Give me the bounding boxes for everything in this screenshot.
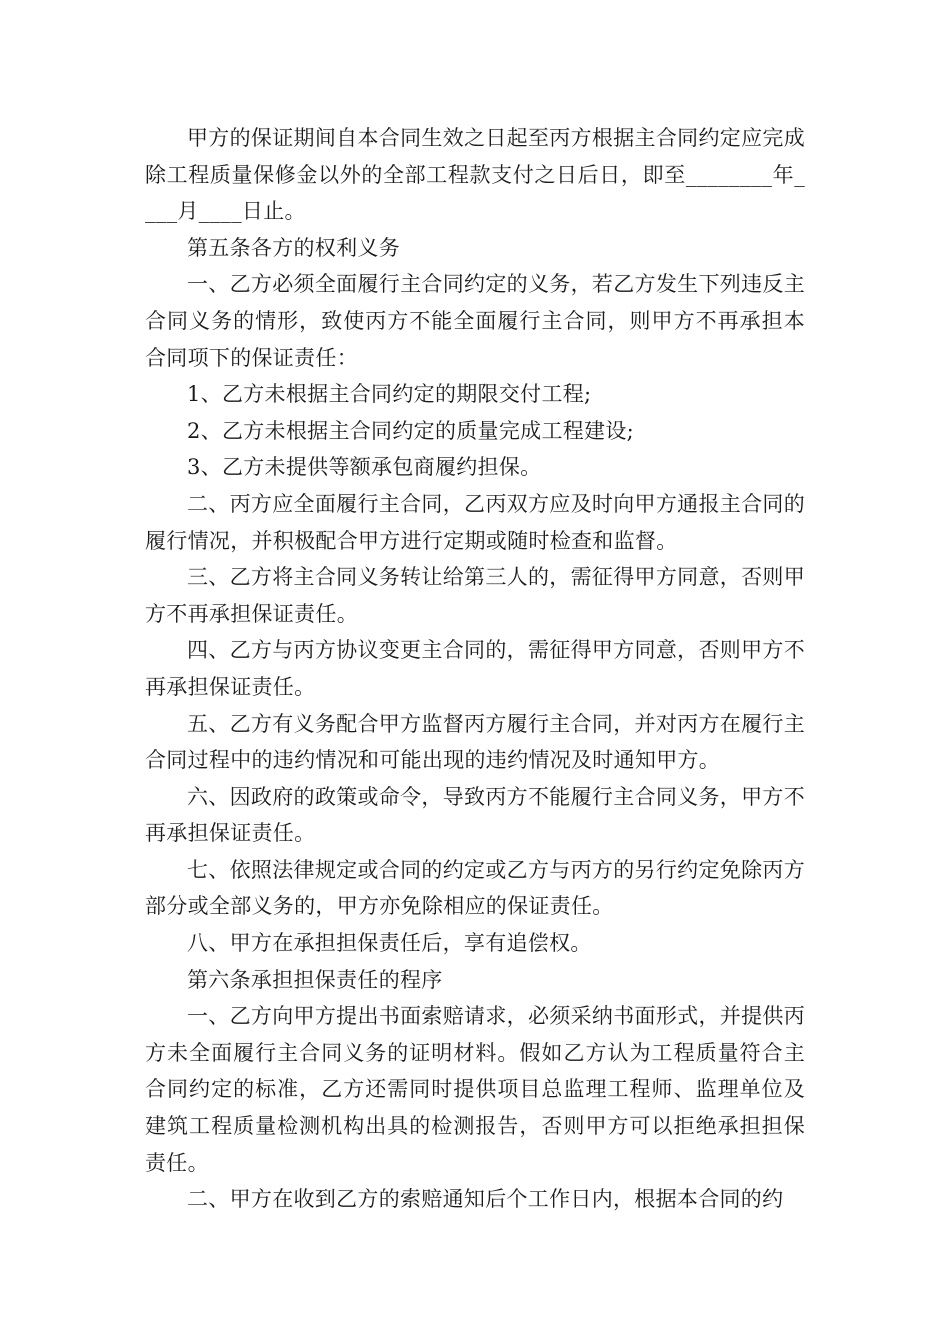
list-item-3: 3、乙方未提供等额承包商履约担保。 [187, 455, 542, 480]
paragraph-clause-5: 五、乙方有义务配合甲方监督丙方履行主合同，并对丙方在履行主合同过程中的违约情况和可能出现的违约情况及时通知甲方。 [145, 711, 805, 773]
list-item-1: 1、乙方未根据主合同约定的期限交付工程; [187, 382, 592, 407]
paragraph-clause-8: 八、甲方在承担担保责任后，享有追偿权。 [187, 931, 592, 956]
heading-article-6: 第六条承担担保责任的程序 [187, 967, 443, 992]
paragraph-clause-4: 四、乙方与丙方协议变更主合同的，需征得甲方同意，否则甲方不再承担保证责任。 [145, 638, 805, 699]
paragraph-clause-2: 二、丙方应全面履行主合同，乙丙双方应及时向甲方通报主合同的履行情况，并积极配合甲方进行定期或随时检查和监督。 [145, 491, 805, 553]
paragraph-procedure-1: 一、乙方向甲方提出书面索赔请求，必须采纳书面形式，并提供丙方未全面履行主合同义务的证明材料。假如乙方认为工程质量符合主合同约定的标准，乙方还需同时提供项目总监理工程师、监理单位及建筑工程质量检测机构出具的检测报告，否则甲方可以拒绝承担担保责任。 [145, 1004, 805, 1175]
paragraph-clause-7: 七、依照法律规定或合同的约定或乙方与丙方的另行约定免除丙方部分或全部义务的，甲方亦免除相应的保证责任。 [145, 857, 805, 919]
paragraph-guarantee-period: 甲方的保证期间自本合同生效之日起至丙方根据主合同约定应完成除工程质量保修金以外的全部工程款支付之日后日，即至________年____月____日止。 [145, 126, 805, 224]
paragraph-clause-6: 六、因政府的政策或命令，导致丙方不能履行主合同义务，甲方不再承担保证责任。 [145, 784, 805, 846]
list-item-2: 2、乙方未根据主合同约定的质量完成工程建设; [187, 418, 635, 443]
paragraph-clause-1: 一、乙方必须全面履行主合同约定的义务，若乙方发生下列违反主合同义务的情形，致使丙方不能全面履行主合同，则甲方不再承担本合同项下的保证责任： [145, 272, 805, 370]
paragraph-procedure-2: 二、甲方在收到乙方的索赔通知后个工作日内，根据本合同的约 [187, 1187, 784, 1212]
heading-article-5: 第五条各方的权利义务 [187, 235, 400, 260]
document-body [145, 120, 805, 1218]
paragraph-clause-3: 三、乙方将主合同义务转让给第三人的，需征得甲方同意，否则甲方不再承担保证责任。 [145, 565, 805, 626]
